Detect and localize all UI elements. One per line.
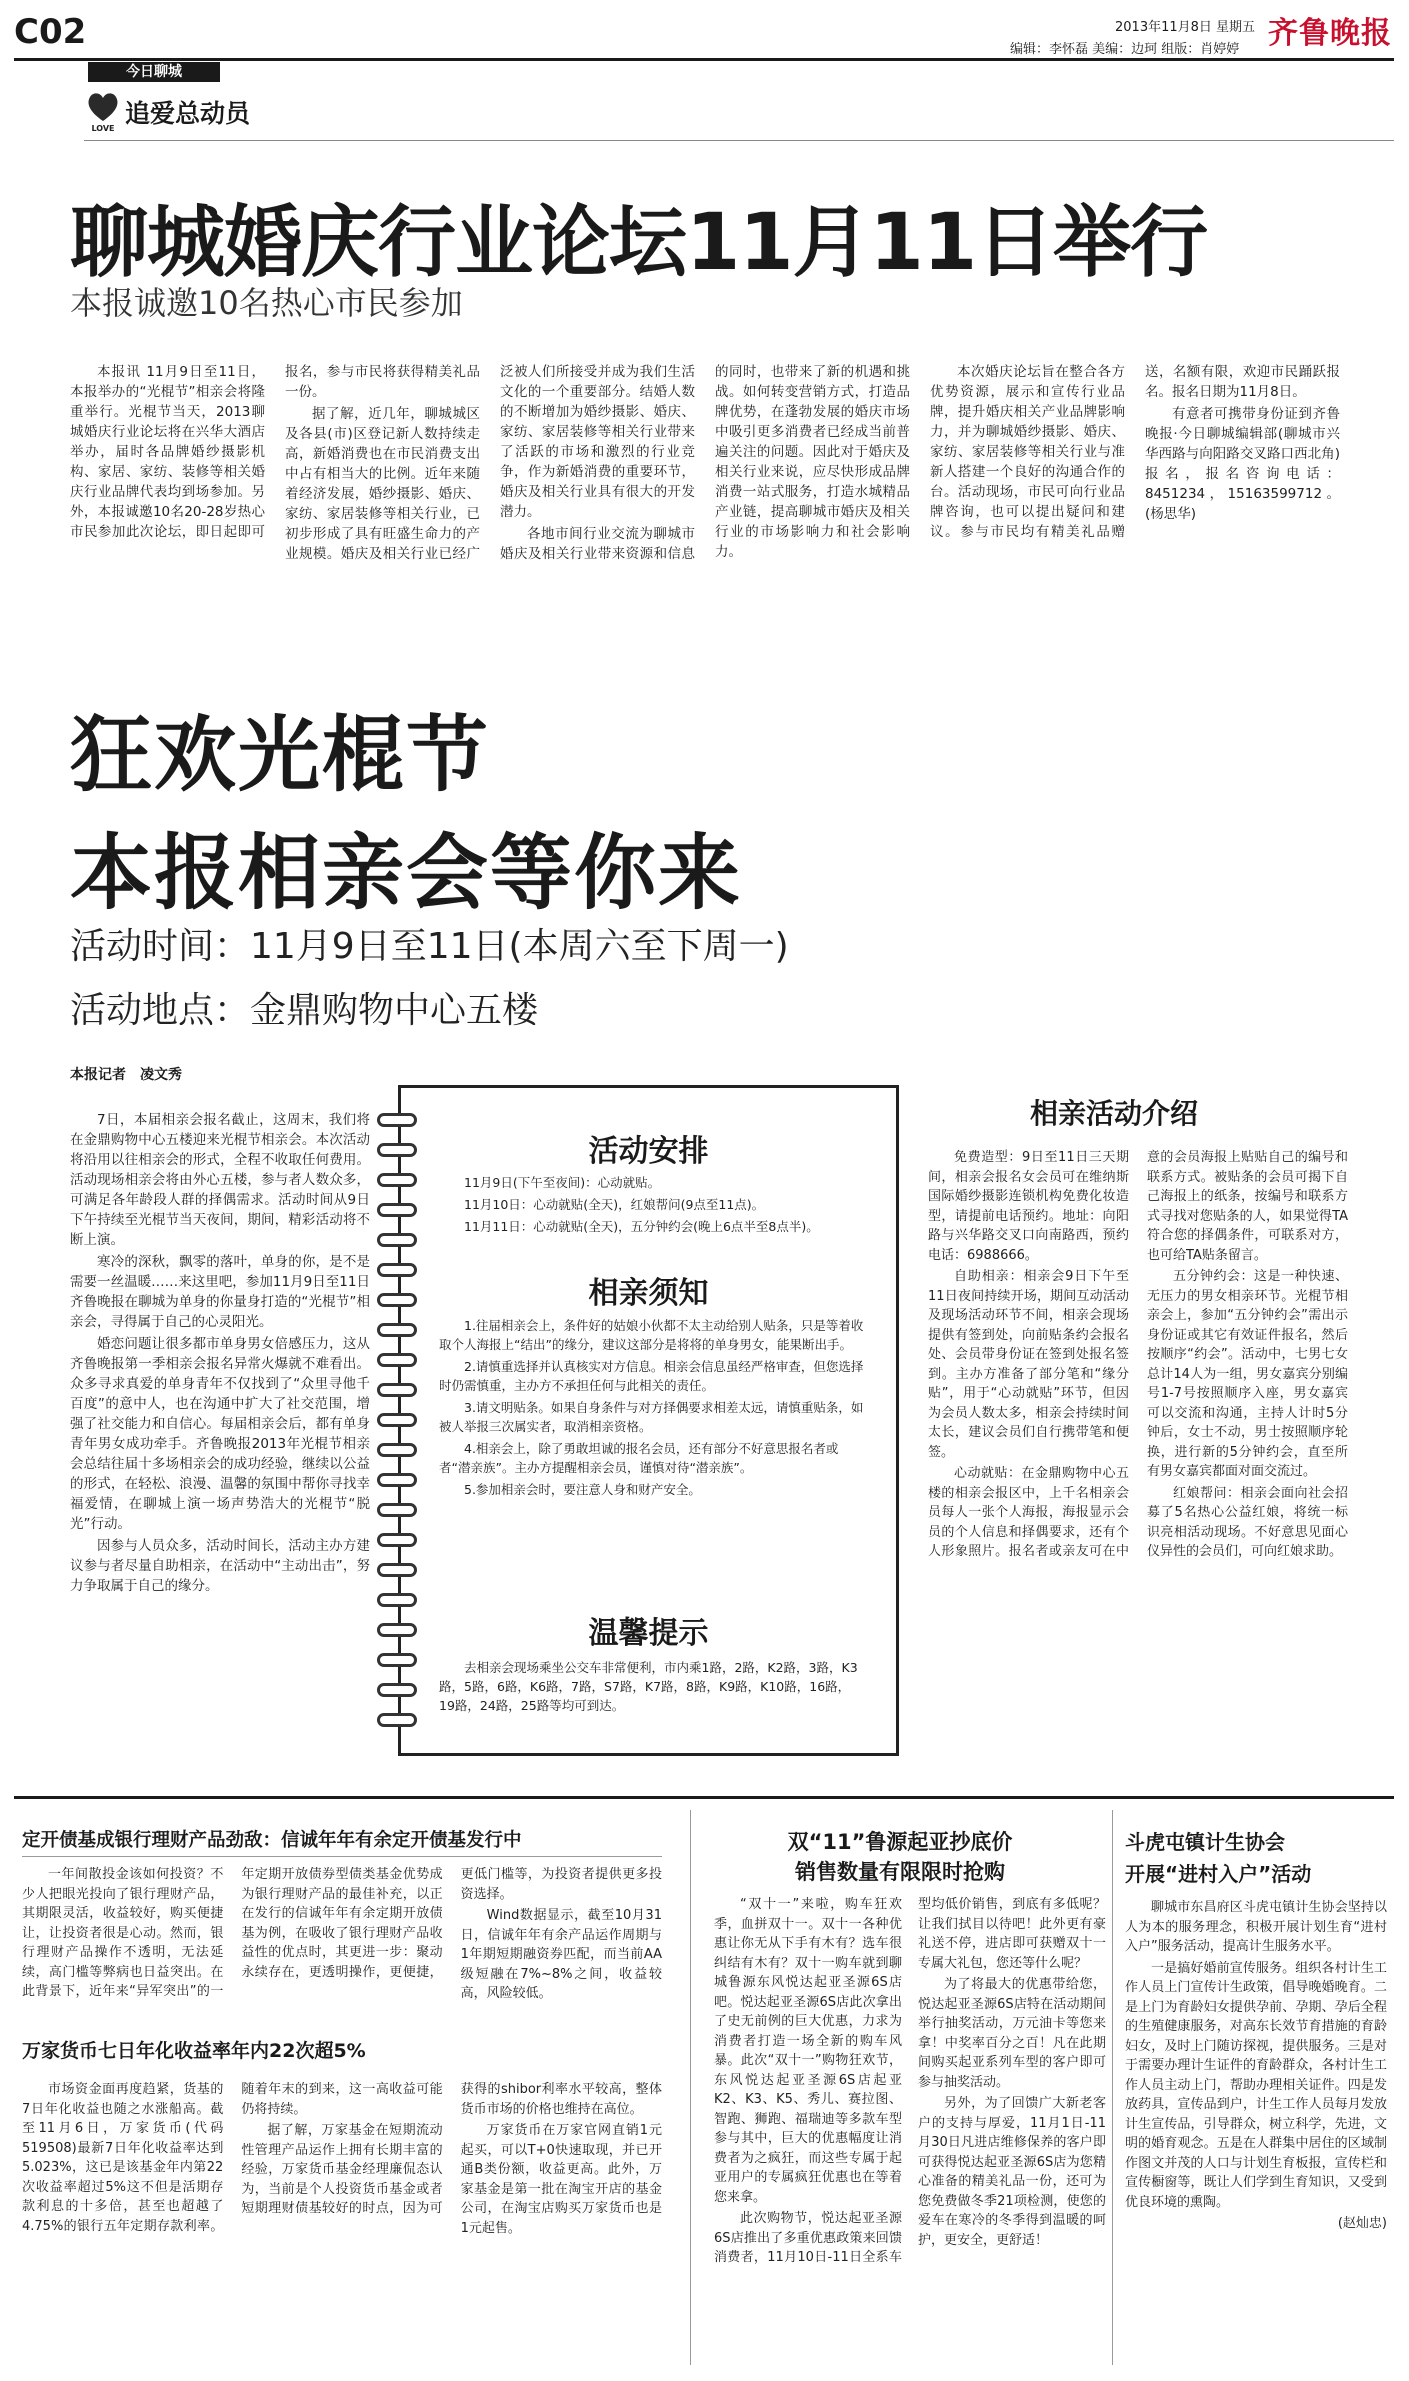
page-code: C02 — [14, 12, 87, 52]
intro-paragraph: 免费造型：9日至11日三天期间，相亲会报名女会员可在维纳斯国际婚纱摄影连锁机构免费化妆造型，请提前电话预约。地址：向阳路与兴华路交叉口向南路西，预约电话：6988666。 — [928, 1150, 1129, 1263]
spiral-ring-icon — [377, 1173, 417, 1187]
finance-article1-body — [22, 1865, 662, 2015]
family-planning-title-line2: 开展“进村入户”活动 — [1125, 1862, 1312, 1886]
event-location: 活动地点：金鼎购物中心五楼 — [70, 990, 539, 1031]
notice-item: 4.相亲会上，除了勇敢坦诚的报名会员，还有部分不好意思报名者或者“潜亲族”。主办方提醒相亲会员，谨慎对待“潜亲族”。 — [439, 1441, 839, 1475]
finance-article2-title: 万家货币七日年化收益率年内22次超5% — [22, 2040, 366, 2062]
article1-paragraph: 本报讯 11月9日至11日，本报举办的“光棍节”相亲会将隆重举行。光棍节当天，2013聊城婚庆行业论坛将在兴华大酒店举办，届时各品牌婚纱摄影机构、家居、家纺、装修等相关婚庆行业品牌代表均到场参加。另外，本报诚邀10名20-28岁热心市民参加此次论坛，即日起即可报名，参与市民将获得精美礼品一份。 — [70, 364, 480, 540]
notice-item: 3.请文明贴条。如果自身条件与对方择偶要求相差太远，请慎重贴条，如被人举报三次属实者，取消相亲资格。 — [439, 1400, 864, 1434]
spiral-ring-icon — [377, 1203, 417, 1217]
family-planning-paragraph: (赵灿忠) — [1337, 2216, 1387, 2231]
tip-paragraph: 去相亲会现场乘坐公交车非常便利，市内乘1路，2路，K2路，3路，K3路，5路，6路，K6路，7路，S7路，K7路，8路，K9路，K10路，16路，19路，24路，25路等均可到达。 — [439, 1660, 858, 1713]
issue-date: 2013年11月8日 星期五 — [1115, 20, 1256, 35]
finance-article2-paragraph: 市场资金面再度趋紧，货基的7日年化收益也随之水涨船高。截至11月6日，万家货币(代码519508)最新7日年化收益率达到5.023%，这已是该基金年内第22次收益率超过5%这不但是活期存款利息的十多倍，甚至也超越了4.75%的银行五年定期存款利率。随着年末的到来，这一高收益可能仍将持续。 — [22, 2082, 443, 2234]
tip-title: 温馨提示 — [588, 1616, 709, 1651]
schedule-list — [439, 1173, 864, 1239]
article1-headline: 聊城婚庆行业论坛11月11日举行 — [70, 198, 1208, 288]
intro-title: 相亲活动介绍 — [1030, 1097, 1199, 1130]
intro-paragraph: 五分钟约会：这是一种快速、无压力的男女相亲环节。光棍节相亲会上，参加“五分钟约会”需出示身份证或其它有效证件报名，然后按顺序“约会”。活动中，七男七女总计14人为一组，男女嘉宾分别编号1-7号按照顺序入座，男女嘉宾可以交流和沟通，主持人计时5分钟后，女士不动，男士按照顺序轮换，进行新的5分钟约会，直至所有男女嘉宾都面对面交流过。 — [1147, 1269, 1348, 1479]
article2-paragraph: 7日，本届相亲会报名截止，这周末，我们将在金鼎购物中心五楼迎来光棍节相亲会。本次活动将沿用以往相亲会的形式，全程不收取任何费用。活动现场相亲会将由外心五楼，参与者人数众多，可满足各年龄段人群的择偶需求。活动时间从9日下午持续至光棍节当天夜间，期间，精彩活动将不断上演。 — [70, 1112, 370, 1248]
family-planning-title-line1: 斗虎屯镇计生协会 — [1125, 1830, 1285, 1854]
family-planning-paragraph: 聊城市东昌府区斗虎屯镇计生协会坚持以人为本的服务理念，积极开展计划生育“进村入户”服务活动，提高计生服务水平。 — [1125, 1900, 1387, 1954]
tip-text — [439, 1658, 864, 1718]
article1-body — [70, 362, 1340, 620]
schedule-title: 活动安排 — [588, 1134, 709, 1169]
spiral-ring-icon — [377, 1503, 417, 1517]
spiral-ring-icon — [377, 1383, 417, 1397]
article1-paragraph: 各地市间行业交流为聊城市婚庆及相关行业带来资源和信息的同时，也带来了新的机遇和挑战。如何转变营销方式，打造品牌优势，在蓬勃发展的婚庆市场中吸引更多消费者已经成当前普遍关注的问题。因此对于婚庆及相关行业来说，应尽快形成品牌消费一站式服务，打造水城精品产业链，提高聊城市婚庆及相关行业的市场影响力和社会影响力。 — [500, 364, 910, 562]
spiral-ring-icon — [377, 1323, 417, 1337]
column-rule — [84, 140, 1394, 141]
finance-article1-paragraph: 一年间散投金该如何投资？不少人把眼光投向了银行理财产品，其期限灵活，收益较好，购买便捷让，让投资者很是心动。然而，银行理财产品操作不透明，无法延续，高门槛等弊病也日益突出。在此背景下，近年来“异军突出”的一年定期开放债券型债类基金优势成为银行理财产品的最佳补充，以正在发行的信诚年年有余定期开放债基为例，在吸收了银行理财产品收益性的优点时，其更进一步：聚动永续存在，更透明操作，更便捷，更低门槛等，为投资者提供更多投资选择。 — [22, 1867, 662, 1999]
car-promo-title-line1: 双“11”鲁源起亚抄底价 — [787, 1830, 1013, 1854]
heart-tree-icon — [84, 88, 122, 132]
article1-paragraph: 本次婚庆论坛旨在整合各方优势资源，展示和宣传行业品牌，提升婚庆相关产业品牌影响力，并为聊城婚纱摄影、婚庆、家纺、家居装修等相关行业与准新人搭建一个良好的沟通合作的台。活动现场，市民可向行业品牌咨询，也可以提出疑问和建议。参与市民均有精美礼品赠送，名额有限，欢迎市民踊跃报名。报名日期为11月8日。 — [930, 364, 1340, 540]
article2-paragraph: 婚恋问题让很多都市单身男女倍感压力，这从齐鲁晚报第一季相亲会报名异常火爆就不难看出。众多寻求真爱的单身青年不仅找到了“众里寻他千百度”的意中人，也在沟通中扩大了社交范围，增强了社交能力和自信心。每届相亲会后，都有单身青年男女成功牵手。齐鲁晚报2013年光棍节相亲会总结往届十多场相亲会的成功经验，继续以公益的形式，在轻松、浪漫、温馨的氛围中帮你寻找幸福爱情，在聊城上演一场声势浩大的光棍节“脱光”行动。 — [70, 1336, 370, 1532]
article2-paragraph: 寒冷的深秋，飘零的落叶，单身的你，是不是需要一丝温暖……来这里吧，参加11月9日至11日齐鲁晚报在聊城为单身的你量身打造的“光棍节”相亲会，寻得属于自己的心灵阳光。 — [70, 1254, 370, 1330]
intro-paragraph: 红娘帮问：相亲会面向社会招募了5名热心公益红娘，将统一标识亮相活动现场。不好意思见面心仪异性的会员们，可向红娘求助。 — [1147, 1485, 1348, 1559]
finance-article2-paragraph: 据了解，万家基金在短期流动性管理产品运作上拥有长期丰富的经验，万家货币基金经理廉侃态认为，当前是个人投资货币基金或者短期理财债基较好的时点，因为可获得的shibor利率水平较高，整体货币市场的价格也维持在高位。 — [241, 2082, 662, 2216]
finance-article2-paragraph: 万家货币在万家官网直销1元起买，可以T+0快速取现，并已开通B类份额，收益更高。此外，万家基金是第一批在淘宝开店的基金公司，在淘宝店购买万家货币也是1元起售。 — [460, 2123, 662, 2236]
article2-paragraph: 因参与人员众多，活动时间长，活动主办方建议参与者尽量自助相亲，在活动中“主动出击”，努力争取属于自己的缘分。 — [70, 1538, 370, 1594]
intro-paragraph: 心动就贴：在金鼎购物中心五楼的相亲会报区中，上千名相亲会员每人一张个人海报，海报显示会员的个人信息和择偶要求，还有个人形象照片。报名者或亲友可在中意的会员海报上贴贴自己的编号和联系方式。被贴条的会员可揭下自己海报上的纸条，按编号和联系方式寻找对您贴条的人，如果觉得TA符合您的择偶条件，可联系对方，也可给TA贴条留言。 — [928, 1150, 1348, 1559]
notice-item: 2.请慎重选择并认真核实对方信息。相亲会信息虽经严格审查，但您选择时仍需慎重，主办方不承担任何与此相关的责任。 — [439, 1359, 864, 1393]
car-promo-paragraph: 为了将最大的优惠带给您，悦达起亚圣源6S店特在活动期间举行抽奖活动，万元油卡等您来拿！中奖率百分之百！凡在此期间购买起亚系列车型的客户即可参与抽奖活动。 — [918, 1977, 1106, 2090]
column-divider — [1112, 1810, 1113, 2365]
article2-headline-line1: 狂欢光棍节 — [70, 708, 491, 803]
spiral-ring-icon — [377, 1443, 417, 1457]
article2-body — [70, 1110, 370, 1770]
spiral-ring-icon — [377, 1533, 417, 1547]
spiral-ring-icon — [377, 1413, 417, 1427]
car-promo-paragraph: 另外，为了回馈广大新老客户的支持与厚爱，11月1日-11月30日凡进店维修保养的客户即可获得悦达起亚圣源6S店为您精心准备的精美礼品一份，还可为您免费做冬季21项检测，使您的爱车在寒冷的冬季得到温暖的呵护，更安全，更舒适！ — [918, 2096, 1106, 2248]
schedule-item: 11月11日：心动就贴(全天)，五分钟约会(晚上6点半至8点半)。 — [464, 1219, 819, 1234]
divider — [22, 1856, 662, 1857]
spiral-ring-icon — [377, 1563, 417, 1577]
car-promo-title-line2: 销售数量有限限时抢购 — [795, 1860, 1005, 1884]
notice-title: 相亲须知 — [588, 1276, 709, 1311]
column-title: 追爱总动员 — [125, 99, 251, 128]
notice-item: 5.参加相亲会时，要注意人身和财产安全。 — [464, 1482, 701, 1497]
schedule-item: 11月9日(下午至夜间)：心动就贴。 — [464, 1175, 661, 1190]
intro-paragraph: 自助相亲：相亲会9日下午至11日夜间持续开场，期间互动活动及现场活动环节不间，相亲会现场提供有签到处，向前贴条约会报名处、会员带身份证在签到处报名签到。主办方准备了部分笔和“缘分贴”，用于“心动就贴”环节，但因为会员人数太多，相亲会持续时间太长，建议会员们自行携带笔和便签。 — [928, 1269, 1129, 1460]
finance-article1-paragraph: Wind数据显示，截至10月31日，信诚年年有余产品运作周期与1年期短期融资券匹配，而当前AA级短融在7%~8%之间，收益较高，风险较低。 — [460, 1908, 662, 2001]
finance-article2-body — [22, 2080, 662, 2360]
schedule-item: 11月10日：心动就贴(全天)，红娘帮问(9点至11点)。 — [464, 1197, 765, 1212]
car-promo-paragraph: 此次购物节，悦达起亚圣源6S店推出了多重优惠政策来回馈消费者，11月10日-11日全系车型均低价销售，到底有多低呢？让我们拭目以待吧！此外更有豪礼送不停，进店即可获赠双十一专属大礼包，您还等什么呢？ — [714, 1897, 1106, 2265]
article2-headline-line2: 本报相亲会等你来 — [70, 826, 743, 921]
family-planning-body — [1125, 1898, 1387, 2363]
spiral-ring-icon — [377, 1113, 417, 1127]
event-notebook-box — [398, 1085, 899, 1756]
spiral-ring-icon — [377, 1593, 417, 1607]
article1-paragraph: 据了解，近几年，聊城城区及各县(市)区登记新人数持续走高，新婚消费也在市民消费支出中占有相当大的比例。近年来随着经济发展，婚纱摄影、婚庆、家纺、家居装修等相关行业，已初步形成了具有旺盛生命力的产业规模。婚庆及相关行业已经广泛被人们所接受并成为我们生活文化的一个重要部分。结婚人数的不断增加为婚纱摄影、婚庆、家纺、家居装修等相关行业带来了活跃的市场和激烈的行业竞争，作为新婚消费的重要环节，婚庆及相关行业具有很大的开发潜力。 — [285, 364, 695, 562]
love-label: LOVE — [91, 124, 115, 132]
spiral-ring-icon — [377, 1653, 417, 1667]
reporter-byline: 本报记者 凌文秀 — [70, 1067, 182, 1083]
family-planning-paragraph: 一是搞好婚前宣传服务。组织各村计生工作人员上门宣传计生政策，倡导晚婚晚育。二是上门为育龄妇女提供孕前、孕期、孕后全程的生殖健康服务，对高东长效节育措施的育龄妇女，及时上门随访探视，提供服务。三是对于需要办理计生证件的育龄群众，各村计生工作人员主动上门，帮助办理相关证件。四是发放药具，宣传品到户，计生工作人员每月发放计生宣传品，引导群众，树立科学，先进，文明的婚育观念。五是在人群集中居住的区域制作图文并茂的人口与计划生育板报，宣传栏和宣传橱窗等，既让人们学到生育知识，又受到优良环境的熏陶。 — [1125, 1960, 1387, 2210]
header-rule — [14, 58, 1394, 61]
article1-paragraph: 有意者可携带身份证到齐鲁晚报·今日聊城编辑部(聊城市兴华西路与向阳路交叉路口西北角)报名，报名咨询电话：8451234，15163599712。(杨思华) — [1145, 406, 1340, 522]
section-tab: 今日聊城 — [88, 62, 220, 82]
article1-subheadline: 本报诚邀10名热心市民参加 — [70, 284, 463, 322]
finance-article1-title: 定开债基成银行理财产品劲敌：信诚年年有余定开债基发行中 — [22, 1830, 522, 1851]
bottom-rule — [14, 1796, 1394, 1799]
notice-list — [439, 1316, 864, 1502]
intro-body — [928, 1148, 1348, 1778]
car-promo-body — [714, 1895, 1106, 2360]
spiral-ring-icon — [377, 1473, 417, 1487]
spiral-ring-icon — [377, 1713, 417, 1727]
event-time: 活动时间：11月9日至11日(本周六至下周一) — [70, 926, 789, 967]
spiral-ring-icon — [377, 1353, 417, 1367]
spiral-ring-icon — [377, 1233, 417, 1247]
column-divider — [690, 1810, 691, 2365]
editor-credits: 编辑：李怀磊 美编：边珂 组版：肖婷婷 — [1010, 42, 1240, 57]
car-promo-paragraph: “双十一”来啦，购车狂欢季，血拼双十一。双十一各种优惠让你无从下手有木有？选车很纠结有木有？双十一购车就到聊城鲁源东风悦达起亚圣源6S店吧。悦达起亚圣源6S店此次拿出了史无前例的巨大优惠，力求为消费者打造一场全新的购车风暴。此次“双十一”购物狂欢节，东风悦达起亚圣源6S店起亚K2、K3、K5、秀儿、赛拉图、智跑、狮跑、福瑞迪等多款车型参与其中，巨大的优惠幅度让消费者为之疯狂，而这些专属于起亚用户的专属疯狂优惠也在等着您来拿。 — [714, 1897, 902, 2205]
notice-item: 1.往届相亲会上，条件好的姑娘小伙都不太主动给别人贴条，只是等着收取个人海报上“结出”的缘分，建议这部分是将将的单身男女，能果断出手。 — [439, 1318, 864, 1352]
newspaper-masthead: 齐鲁晚报 — [1268, 16, 1392, 51]
spiral-ring-icon — [377, 1683, 417, 1697]
